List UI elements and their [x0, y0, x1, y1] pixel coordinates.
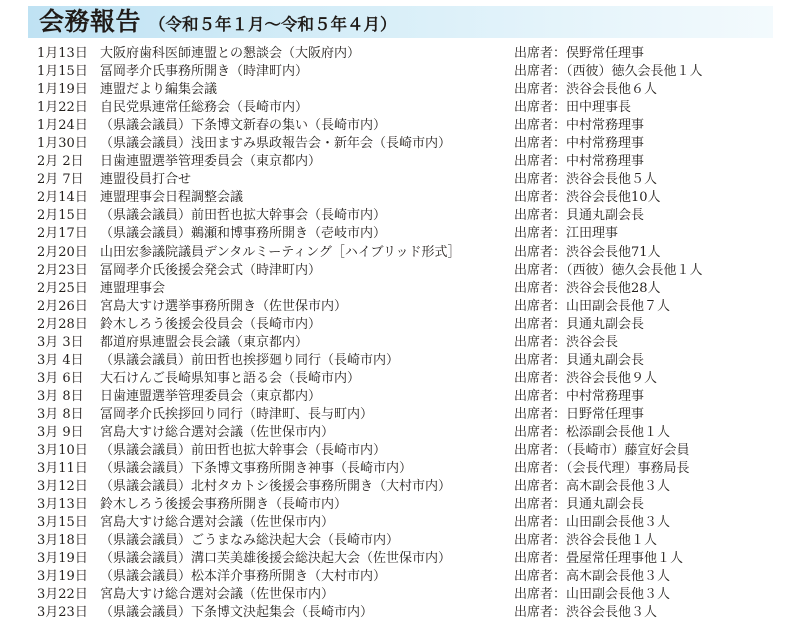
list-item [0, 244, 803, 262]
entry-attendee: 出席者：（長崎市）藤宣好会員 [514, 443, 690, 459]
entry-event: （県議会議員）北村タカトシ後援会事務所開き（大村市内） [100, 479, 452, 495]
entry-date: 1月24日 [37, 118, 88, 134]
entry-event: 山田宏参議院議員デンタルミーティング［ハイブリッド形式］ [100, 244, 461, 260]
list-item [0, 550, 803, 568]
entry-attendee: 出席者：渋谷会長他９人 [514, 370, 658, 386]
entry-event: 連盟だより編集会議 [100, 82, 218, 98]
entry-event: （県議会議員）鵜瀬和博事務所開き（壱岐市内） [100, 226, 387, 242]
entry-attendee: 出席者：田中理事長 [514, 100, 632, 116]
entry-date: 3月22日 [37, 587, 88, 603]
list-item [0, 45, 803, 63]
entry-date: 3月18日 [37, 533, 88, 549]
list-item [0, 388, 803, 406]
list-item [0, 496, 803, 514]
entry-date: 1月19日 [37, 82, 88, 98]
list-item [0, 406, 803, 424]
entry-event: 鈴木しろう後援会役員会（長崎市内） [100, 316, 322, 332]
entry-attendee: 出席者：日野常任理事 [514, 406, 645, 422]
entry-attendee: 出席者：俣野常任理事 [514, 46, 645, 61]
entry-date: 3月13日 [37, 497, 88, 513]
entry-event: （県議会議員）前田哲也拡大幹事会（長崎市内） [100, 443, 387, 459]
list-item [0, 135, 803, 153]
entry-event: （県議会議員）前田哲也挨拶廻り同行（長崎市内） [100, 352, 400, 368]
entry-event: （県議会議員）ごうまなみ総決起大会（長崎市内） [100, 533, 400, 549]
entry-attendee: 出席者：貝通丸副会長 [514, 316, 645, 332]
list-item [0, 586, 803, 604]
entry-event: 宮島大すけ選挙事務所開き（佐世保市内） [100, 298, 348, 314]
entry-date: 2月 2日 [37, 154, 84, 170]
entry-date: 3月15日 [37, 515, 88, 531]
list-item [0, 568, 803, 586]
list-item [0, 189, 803, 207]
list-item [0, 442, 803, 460]
list-item [0, 81, 803, 99]
entry-date: 2月14日 [37, 190, 88, 206]
entry-event: 連盟理事会 [100, 280, 166, 296]
list-item [0, 352, 803, 370]
list-item [0, 117, 803, 135]
entry-date: 3月 8日 [37, 388, 84, 404]
entry-date: 1月15日 [37, 64, 88, 80]
entry-event: 自民党県連常任総務会（長崎市内） [100, 100, 309, 116]
entry-event: 大阪府歯科医師連盟との懇談会（大阪府内） [100, 46, 361, 61]
list-item [0, 225, 803, 243]
list-item [0, 460, 803, 478]
entry-event: 連盟役員打合せ [100, 172, 192, 188]
entry-attendee: 出席者：中村常務理事 [514, 388, 645, 404]
entry-attendee: 出席者：山田副会長他３人 [514, 587, 671, 603]
entry-date: 3月11日 [37, 461, 88, 477]
entry-attendee: 出席者：畳屋常任理事他１人 [514, 551, 684, 567]
report-header [39, 4, 397, 40]
entry-attendee: 出席者：渋谷会長他28人 [514, 280, 661, 296]
entry-attendee: 出席者：（西彼）徳久会長他１人 [514, 262, 703, 278]
entry-date: 3月23日 [37, 605, 88, 621]
entry-date: 2月28日 [37, 316, 88, 332]
entry-event: （県議会議員）溝口芙美雄後援会総決起大会（佐世保市内） [100, 551, 452, 567]
entry-event: 日歯連盟選挙管理委員会（東京都内） [100, 388, 322, 404]
list-item [0, 334, 803, 352]
entry-attendee: 出席者：松添副会長他１人 [514, 424, 671, 440]
list-item [0, 298, 803, 316]
entry-event: 冨岡孝介氏後援会発会式（時津町内） [100, 262, 322, 278]
list-item [0, 99, 803, 117]
entry-attendee: 出席者：中村常務理事 [514, 118, 645, 134]
entry-date: 2月20日 [37, 244, 88, 260]
entry-event: 大石けんご長崎県知事と語る会（長崎市内） [100, 370, 361, 386]
list-item [0, 153, 803, 171]
list-item [0, 63, 803, 81]
entry-attendee: 出席者：渋谷会長他10人 [514, 190, 661, 206]
activity-list [0, 45, 803, 623]
entry-attendee: 出席者：渋谷会長他71人 [514, 244, 661, 260]
entry-date: 2月26日 [37, 298, 88, 314]
entry-event: 宮島大すけ総合選対会議（佐世保市内） [100, 587, 335, 603]
entry-date: 3月 4日 [37, 352, 84, 368]
entry-date: 3月12日 [37, 479, 88, 495]
entry-attendee: 出席者：渋谷会長 [514, 334, 619, 350]
entry-date: 2月25日 [37, 280, 88, 296]
entry-date: 2月17日 [37, 226, 88, 242]
entry-attendee: 出席者：中村常務理事 [514, 154, 645, 170]
list-item [0, 478, 803, 496]
entry-date: 1月22日 [37, 100, 88, 116]
entry-attendee: 出席者：貝通丸副会長 [514, 497, 645, 513]
entry-event: 冨岡孝介氏事務所開き（時津町内） [100, 64, 309, 80]
entry-attendee: 出席者：（会長代理）事務局長 [514, 461, 690, 477]
report-title: 会務報告 [39, 7, 142, 36]
entry-date: 2月15日 [37, 208, 88, 224]
list-item [0, 262, 803, 280]
list-item [0, 316, 803, 334]
entry-attendee: 出席者：渋谷会長他１人 [514, 533, 658, 549]
entry-date: 2月23日 [37, 262, 88, 278]
entry-date: 3月 9日 [37, 424, 84, 440]
entry-date: 3月19日 [37, 551, 88, 567]
entry-event: 宮島大すけ総合選対会議（佐世保市内） [100, 515, 335, 531]
entry-attendee: 出席者：高木副会長他３人 [514, 569, 671, 585]
entry-date: 3月 8日 [37, 406, 84, 422]
entry-attendee: 出席者：渋谷会長他３人 [514, 605, 658, 621]
list-item [0, 280, 803, 298]
entry-attendee: 出席者：貝通丸副会長 [514, 352, 645, 368]
entry-event: （県議会議員）前田哲也拡大幹事会（長崎市内） [100, 208, 387, 224]
entry-date: 1月13日 [37, 46, 88, 61]
entry-event: 宮島大すけ総合選対会議（佐世保市内） [100, 424, 335, 440]
entry-event: 鈴木しろう後援会事務所開き（長崎市内） [100, 497, 348, 513]
entry-attendee: 出席者：（西彼）徳久会長他１人 [514, 64, 703, 80]
entry-event: 都道府県連盟会長会議（東京都内） [100, 334, 309, 350]
entry-event: （県議会議員）下条博文事務所開き神事（長崎市内） [100, 461, 413, 477]
list-item [0, 604, 803, 622]
list-item [0, 514, 803, 532]
list-item [0, 532, 803, 550]
entry-attendee: 出席者：貝通丸副会長 [514, 208, 645, 224]
entry-attendee: 出席者：高木副会長他３人 [514, 479, 671, 495]
entry-attendee: 出席者：山田副会長他７人 [514, 298, 671, 314]
entry-date: 2月 7日 [37, 172, 84, 188]
entry-attendee: 出席者：渋谷会長他５人 [514, 172, 658, 188]
entry-event: （県議会議員）松本洋介事務所開き（大村市内） [100, 569, 387, 585]
entry-event: （県議会議員）浅田ますみ県政報告会・新年会（長崎市内） [100, 136, 452, 152]
list-item [0, 171, 803, 189]
entry-date: 3月 3日 [37, 334, 84, 350]
entry-event: 連盟理事会日程調整会議 [100, 190, 244, 206]
entry-event: 日歯連盟選挙管理委員会（東京都内） [100, 154, 322, 170]
entry-date: 3月19日 [37, 569, 88, 585]
entry-date: 3月10日 [37, 443, 88, 459]
entry-event: （県議会議員）下条博文決起集会（長崎市内） [100, 605, 374, 621]
list-item [0, 370, 803, 388]
entry-date: 1月30日 [37, 136, 88, 152]
entry-attendee: 出席者：渋谷会長他６人 [514, 82, 658, 98]
entry-event: （県議会議員）下条博文新春の集い（長崎市内） [100, 118, 387, 134]
entry-attendee: 出席者：江田理事 [514, 226, 619, 242]
entry-attendee: 出席者：中村常務理事 [514, 136, 645, 152]
report-period: （令和５年１月～令和５年４月） [149, 15, 397, 34]
entry-attendee: 出席者：山田副会長他３人 [514, 515, 671, 531]
entry-event: 冨岡孝介氏挨拶回り同行（時津町、長与町内） [100, 406, 374, 422]
list-item [0, 424, 803, 442]
list-item [0, 207, 803, 225]
entry-date: 3月 6日 [37, 370, 84, 386]
